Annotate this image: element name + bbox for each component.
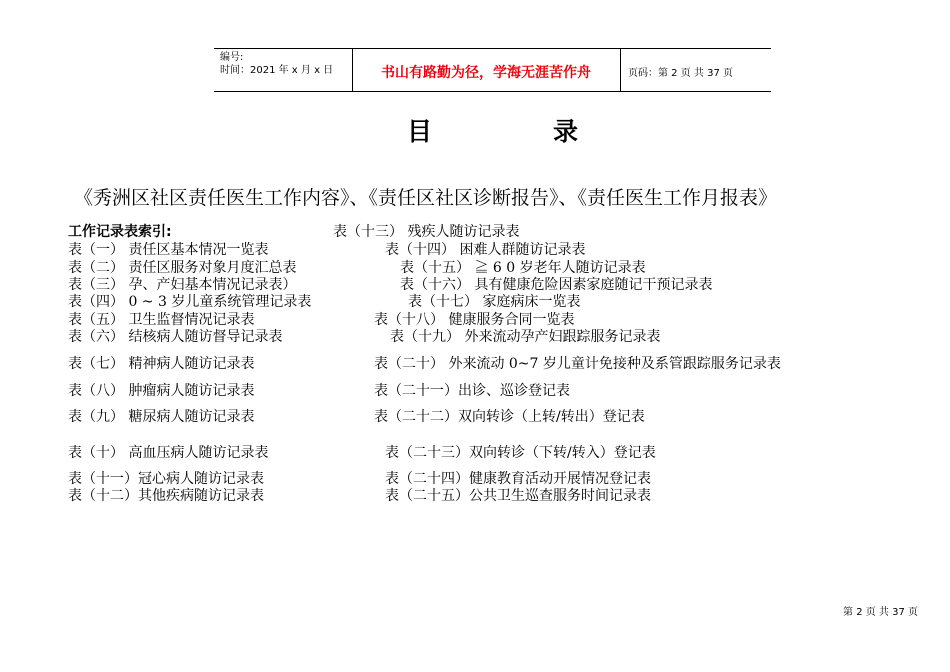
index-label: 工作记录表索引: [68,224,172,240]
list-item: 表（十六） 具有健康危险因素家庭随记干预记录表 [400,277,713,293]
list-item: 表（五） 卫生监督情况记录表 [68,312,255,328]
title-char-1: 目 [407,117,433,146]
list-item: 表（十四） 困难人群随访记录表 [385,242,586,258]
list-item: 表（一） 责任区基本情况一览表 [68,242,269,258]
number-label: 编号: [220,52,244,63]
list-item: 表（三） 孕、产妇基本情况记录表） [68,277,297,293]
list-item: 表（十五） ≧ 6 0 岁老年人随访记录表 [400,260,646,276]
list-item: 表（九） 糖尿病人随访记录表 [68,409,255,425]
page-footer: 第 2 页 共 37 页 [843,607,918,618]
time-label: 时间：2021 年 x 月 x 日 [220,65,334,76]
list-item: 表（十九） 外来流动孕产妇跟踪服务记录表 [390,329,661,345]
header-info-cell [214,49,353,91]
header-page-cell [620,49,771,91]
list-item: 表（二十三）双向转诊（下转/转入）登记表 [385,445,656,461]
title-char-2: 录 [553,117,579,146]
list-item: 表（十二）其他疾病随访记录表 [68,488,264,504]
list-item: 表（二） 责任区服务对象月度汇总表 [68,260,297,276]
page-info: 页码：第 2 页 共 37 页 [628,68,733,79]
list-item: 表（七） 精神病人随访记录表 [68,356,255,372]
header-motto-cell [352,49,621,91]
list-item: 表（十七） 家庭病床一览表 [408,294,581,310]
list-item: 表（二十二）双向转诊（上转/转出）登记表 [374,409,645,425]
list-item: 表（十八） 健康服务合同一览表 [374,312,575,328]
list-item: 表（十一）冠心病人随访记录表 [68,471,264,487]
list-item: 表（六） 结核病人随访督导记录表 [68,329,283,345]
subtitle: 《秀洲区社区责任医生工作内容》、《责任区社区诊断报告》、《责任医生工作月报表》 [74,187,778,209]
list-item: 表（二十四）健康教育活动开展情况登记表 [385,471,651,487]
motto-text: 书山有路勤为径，学海无涯苦作舟 [381,65,591,81]
list-item: 表（二十五）公共卫生巡查服务时间记录表 [385,488,651,504]
list-item: 表（二十） 外来流动 0~7 岁儿童计免接种及系管跟踪服务记录表 [374,356,781,372]
list-item: 表（八） 肿瘤病人随访记录表 [68,383,255,399]
list-item: 表（二十一）出诊、巡诊登记表 [374,383,570,399]
list-item: 表（十） 高血压病人随访记录表 [68,445,269,461]
page-header [214,48,771,92]
list-item: 表（十三） 残疾人随访记录表 [333,224,520,240]
list-item: 表（四） 0 ~ 3 岁儿童系统管理记录表 [68,294,312,310]
